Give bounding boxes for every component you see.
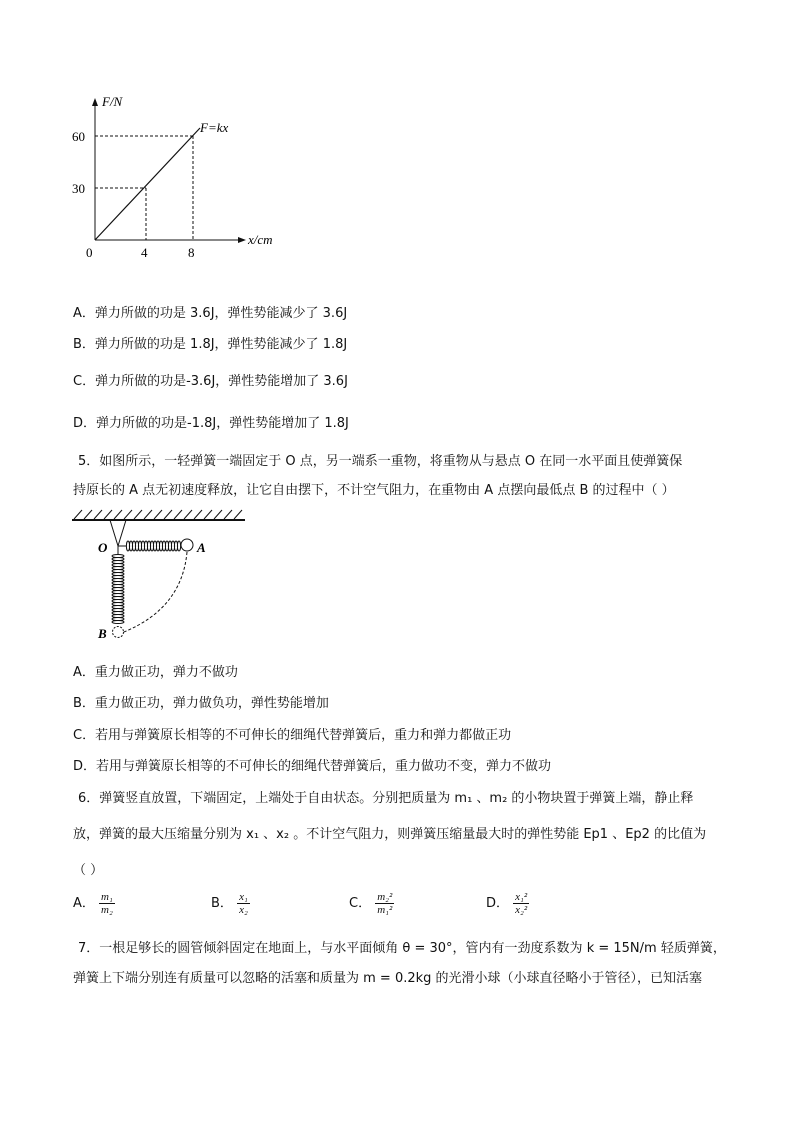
q6-choice-a-fraction — [99, 891, 115, 916]
q6-choice-b-den: x₂ — [239, 904, 248, 916]
spring-pendulum-figure — [70, 508, 250, 648]
ceiling-hatching — [74, 510, 242, 519]
q5-option-a: A．重力做正功，弹力不做功 — [73, 665, 238, 680]
label-a: A — [197, 540, 206, 555]
q4-option-c: C．弹力所做的功是-3.6J，弹性势能增加了 3.6J — [73, 374, 348, 389]
swing-path — [124, 552, 187, 632]
q6-choice-c — [349, 891, 394, 916]
q5-option-c: C．若用与弹簧原长相等的不可伸长的细绳代替弹簧后，重力和弹力都做正功 — [73, 728, 512, 743]
q6-line3: （ ） — [73, 863, 104, 878]
q5-stem-line1: 5．如图所示，一轻弹簧一端固定于 O 点，另一端系一重物，将重物从与悬点 O 在同一水平面且使弹簧保 — [78, 454, 683, 469]
q6-choice-d-label: D． — [486, 896, 510, 911]
origin-label: 0 — [86, 245, 93, 260]
q6-choice-b-label: B． — [211, 896, 233, 911]
q5-option-b: B．重力做正功，弹力做负功，弹性势能增加 — [73, 696, 329, 711]
q5-option-d: D．若用与弹簧原长相等的不可伸长的细绳代替弹簧后，重力做功不变，弹力不做功 — [73, 759, 552, 774]
label-o: O — [98, 540, 108, 555]
data-line — [95, 128, 200, 240]
q6-choice-c-den: m₁² — [377, 904, 393, 916]
q7-line1: 7．一根足够长的圆管倾斜固定在地面上，与水平面倾角 θ = 30°，管内有一劲度系数为 k = 15N/m 轻质弹簧， — [78, 941, 726, 956]
line-label: F=kx — [200, 120, 229, 135]
q6-line1: 6．弹簧竖直放置，下端固定，上端处于自由状态。分别把质量为 m₁ 、m₂ 的小物块置于弹簧上端，静止释 — [78, 791, 694, 806]
force-extension-graph — [60, 92, 290, 267]
q6-choice-c-fraction — [375, 891, 394, 916]
q4-option-d: D．弹力所做的功是-1.8J，弹性势能增加了 1.8J — [73, 416, 349, 431]
q6-choices — [73, 891, 733, 931]
q7-line2: 弹簧上下端分别连有质量可以忽略的活塞和质量为 m = 0.2kg 的光滑小球（小球直径略小于管径），已知活塞 — [73, 971, 703, 986]
mass-at-a — [181, 539, 193, 551]
y-axis-label: F/N — [102, 94, 123, 109]
q6-choice-c-label: C． — [349, 896, 372, 911]
q4-option-a: A．弹力所做的功是 3.6J，弹性势能减少了 3.6J — [73, 306, 348, 321]
x-axis-label: x/cm — [248, 232, 273, 247]
y-tick-30: 30 — [72, 181, 85, 196]
q6-choice-d-den: x₂² — [515, 904, 528, 916]
q6-choice-b-num: x₁ — [239, 891, 248, 903]
q6-choice-a-num: m₁ — [101, 891, 113, 903]
vertical-spring — [112, 546, 124, 624]
q6-choice-a-den: m₂ — [101, 904, 113, 916]
q5-stem-line2: 持原长的 A 点无初速度释放，让它自由摆下，不计空气阻力，在重物由 A 点摆向最低点 B 的过程中（ ） — [73, 483, 675, 498]
q6-choice-d-fraction — [513, 891, 529, 916]
q6-choice-d — [486, 891, 529, 916]
q6-choice-b-fraction — [237, 891, 250, 916]
y-axis-arrow — [92, 98, 98, 106]
q6-choice-d-num: x₁² — [515, 891, 528, 903]
y-tick-60: 60 — [72, 129, 85, 144]
q6-choice-c-num: m₂² — [377, 891, 393, 903]
x-tick-4: 4 — [141, 245, 148, 260]
support-left — [110, 520, 118, 546]
q6-line2: 放，弹簧的最大压缩量分别为 x₁ 、x₂ 。不计空气阻力，则弹簧压缩量最大时的弹性势能 Ep1 、Ep2 的比值为 — [73, 827, 707, 842]
q6-choice-a — [73, 891, 115, 916]
q4-option-b: B．弹力所做的功是 1.8J，弹性势能减少了 1.8J — [73, 337, 348, 352]
x-tick-8: 8 — [188, 245, 195, 260]
q6-choice-a-label: A． — [73, 896, 95, 911]
support-right — [118, 520, 126, 546]
mass-at-b — [113, 627, 124, 638]
horizontal-spring — [118, 541, 181, 551]
q6-choice-b — [211, 891, 250, 916]
x-axis-arrow — [238, 237, 246, 243]
label-b: B — [98, 626, 107, 641]
